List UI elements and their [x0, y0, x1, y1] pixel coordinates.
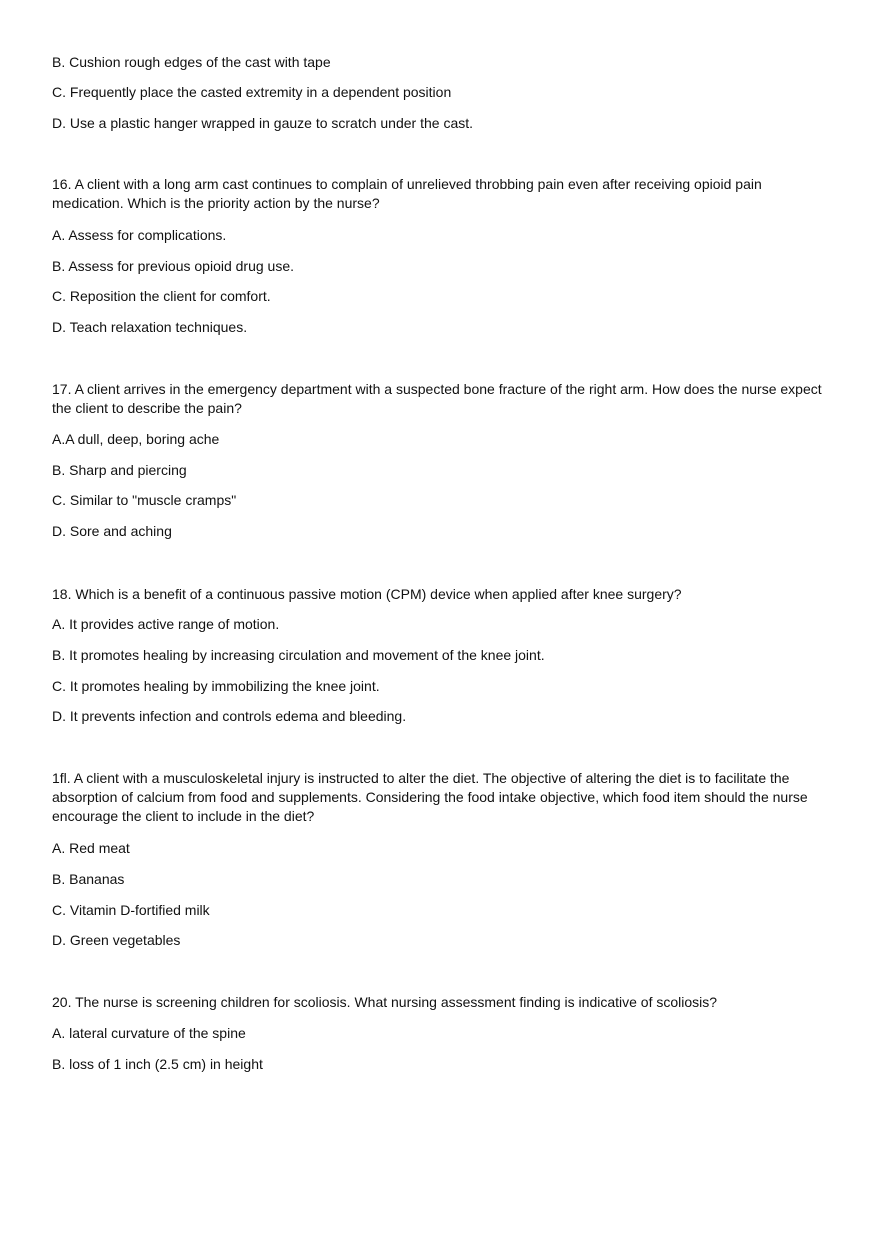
question-19-option-c: C. Vitamin D-fortified milk [52, 902, 210, 918]
question-16-option-d: D. Teach relaxation techniques. [52, 319, 248, 335]
option-text: B. Cushion rough edges of the cast with tape [52, 54, 331, 70]
question-16-option-b: B. Assess for previous opioid drug use. [52, 258, 295, 274]
question-18-stem: 18. Which is a benefit of a continuous passive motion (CPM) device when applied after knee surgery? [52, 586, 682, 602]
question-18-option-b: B. It promotes healing by increasing circulation and movement of the knee joint. [52, 647, 545, 663]
question-19-option-b: B. Bananas [52, 871, 125, 887]
question-19-option-a: A. Red meat [52, 840, 130, 856]
question-20-option-a: A. lateral curvature of the spine [52, 1025, 246, 1041]
question-18-option-d: D. It prevents infection and controls edema and bleeding. [52, 708, 407, 724]
question-19-stem: 1fl. A client with a musculoskeletal injury is instructed to alter the diet. The objective of altering the diet is to facilitate the absorption of calcium from food and supplements. Considering the food intake objective, which food item should the nurse encourage the client to include in the diet? [52, 770, 808, 824]
option-text: D. Use a plastic hanger wrapped in gauze to scratch under the cast. [52, 115, 474, 131]
question-20-stem: 20. The nurse is screening children for scoliosis. What nursing assessment finding is indicative of scoliosis? [52, 994, 718, 1010]
question-19-option-d: D. Green vegetables [52, 932, 181, 948]
question-17-option-b: B. Sharp and piercing [52, 462, 187, 478]
question-17-stem: 17. A client arrives in the emergency department with a suspected bone fracture of the right arm. How does the nurse expect the client to describe the pain? [52, 381, 822, 416]
option-text: C. Frequently place the casted extremity in a dependent position [52, 84, 452, 100]
question-16-option-a: A. Assess for complications. [52, 227, 227, 243]
question-20-option-b: B. loss of 1 inch (2.5 cm) in height [52, 1056, 263, 1072]
question-18-option-c: C. It promotes healing by immobilizing the knee joint. [52, 678, 380, 694]
question-18-option-a: A. It provides active range of motion. [52, 616, 280, 632]
question-16-option-c: C. Reposition the client for comfort. [52, 288, 271, 304]
question-17-option-c: C. Similar to "muscle cramps" [52, 492, 237, 508]
question-17-option-a: A.A dull, deep, boring ache [52, 431, 220, 447]
question-16-stem: 16. A client with a long arm cast continues to complain of unrelieved throbbing pain even after receiving opioid pain medication. Which is the priority action by the nurse? [52, 176, 762, 211]
question-17-option-d: D. Sore and aching [52, 523, 172, 539]
